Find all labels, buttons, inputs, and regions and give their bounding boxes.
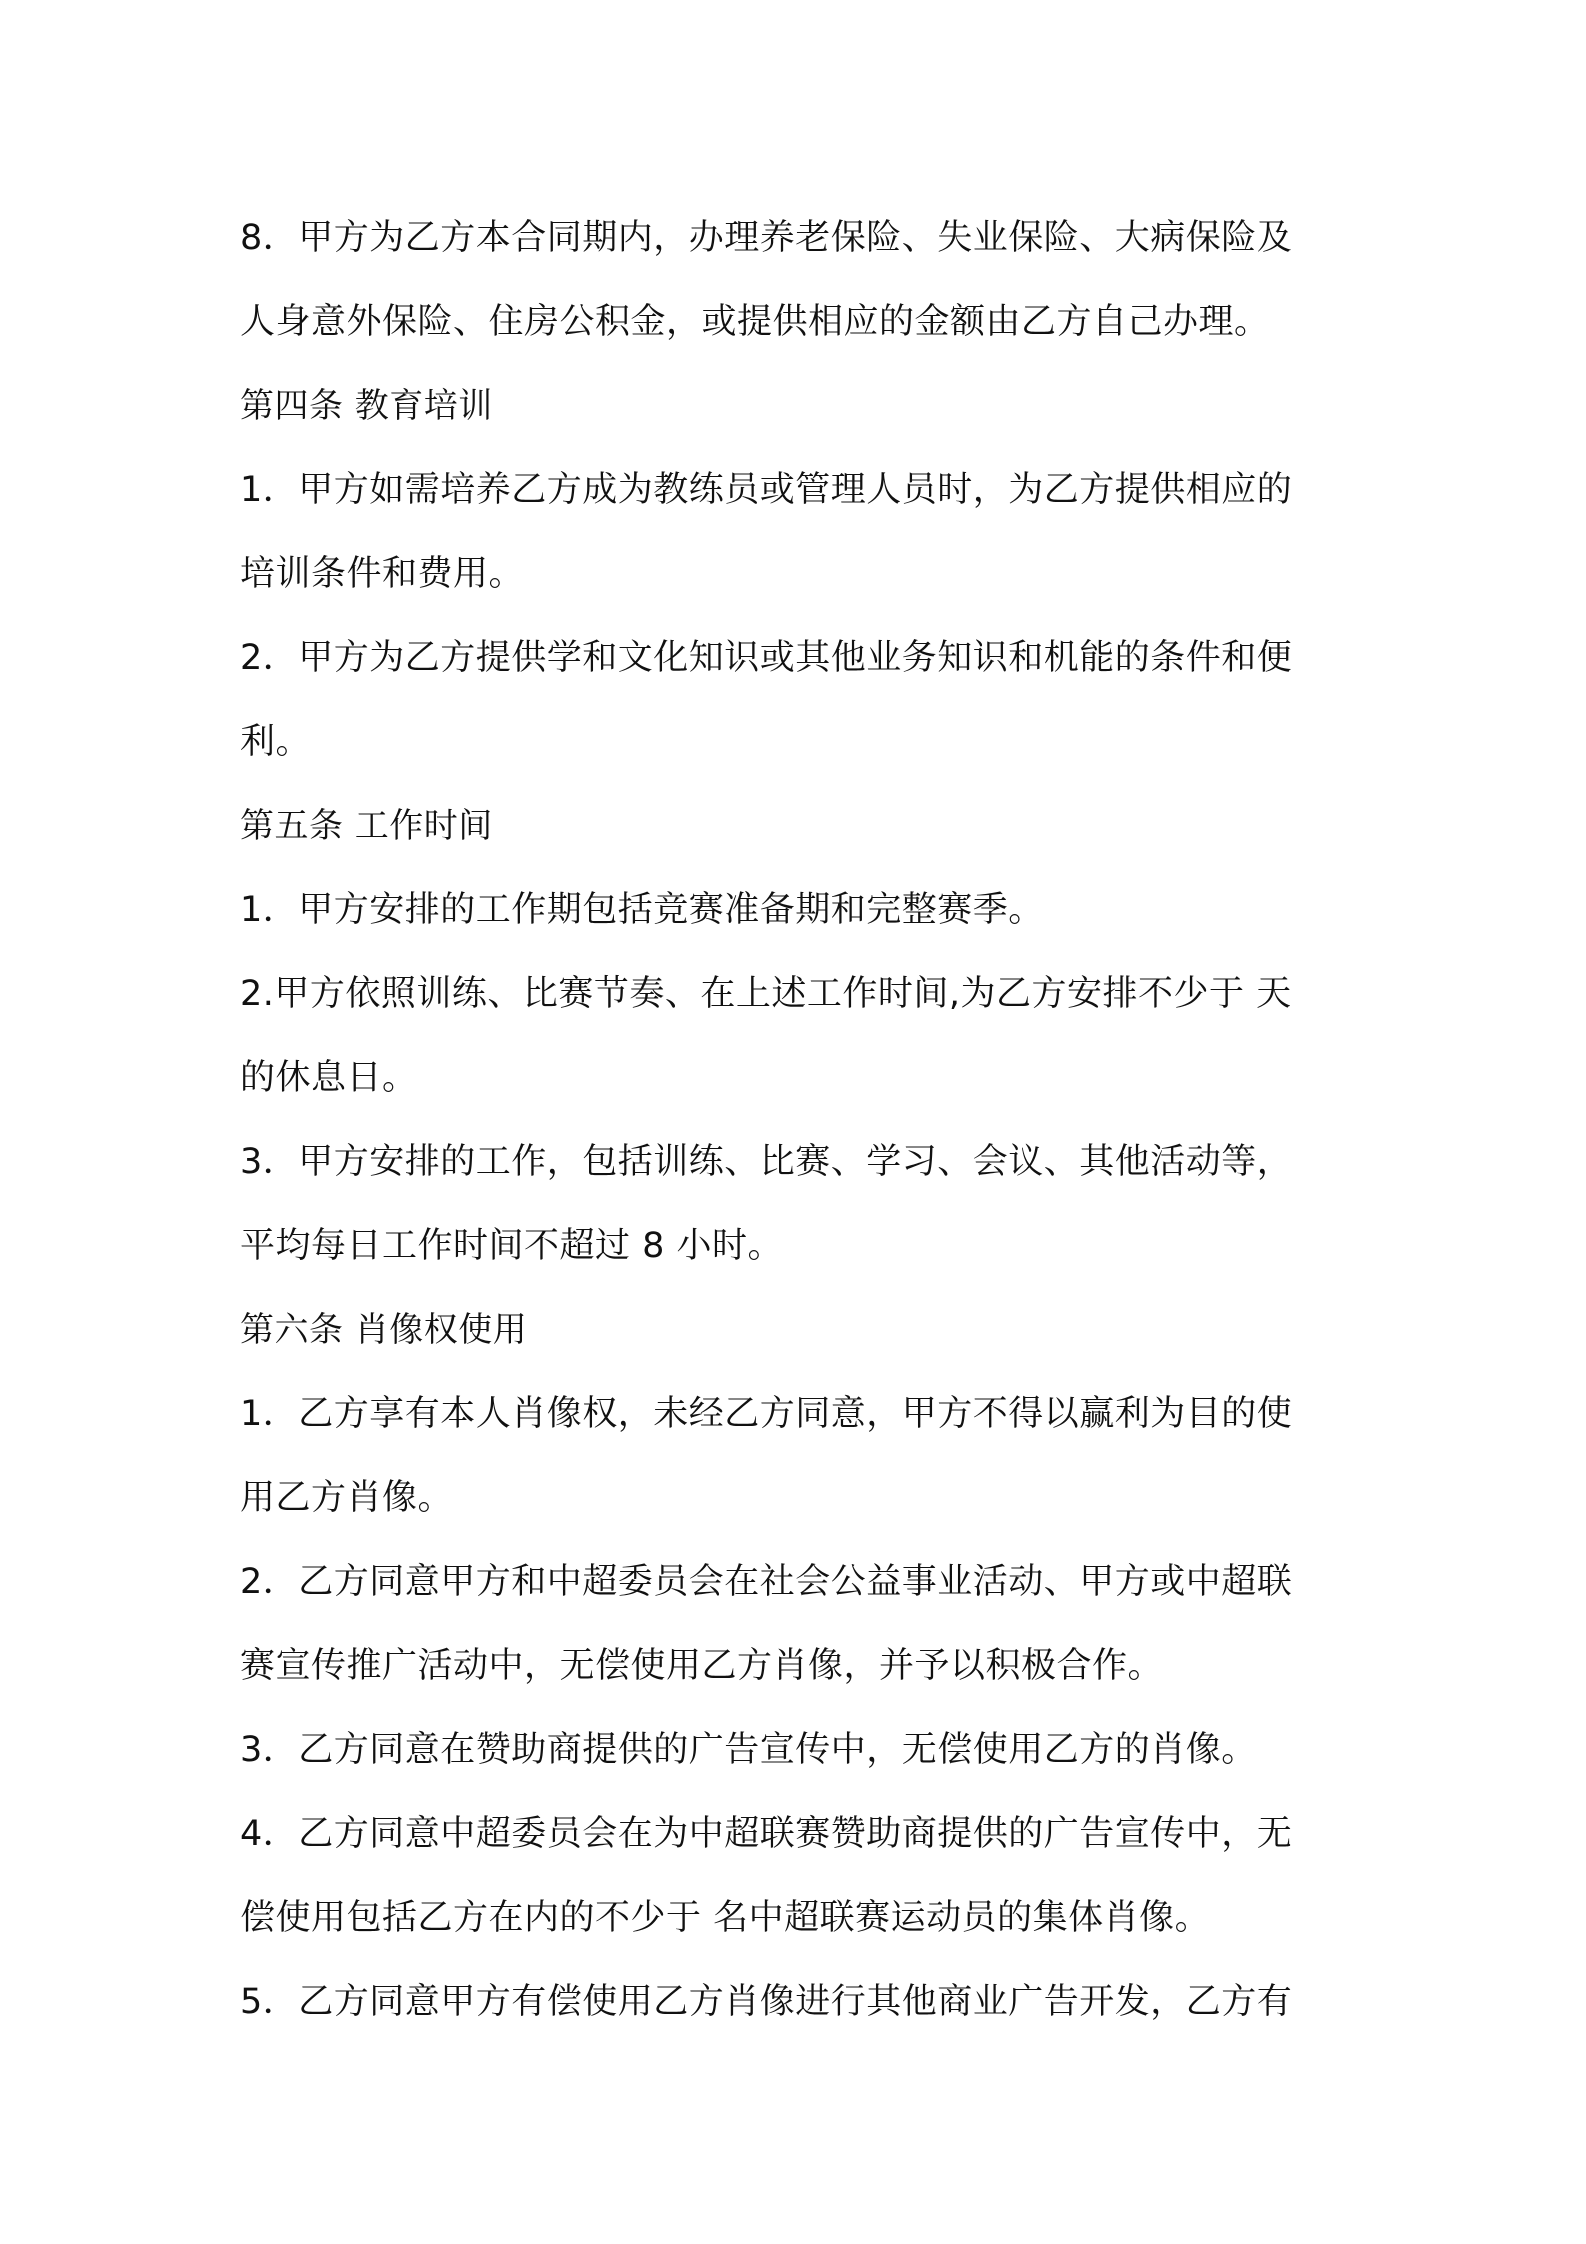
article-6-clause-1-line-2: 用乙方肖像。 (240, 1478, 454, 1518)
article-6-clause-2-line-2: 赛宣传推广活动中，无偿使用乙方肖像，并予以积极合作。 (240, 1646, 1164, 1686)
article-6-clause-4-line-2: 偿使用包括乙方在内的不少于 名中超联赛运动员的集体肖像。 (240, 1898, 1211, 1938)
article-6-clause-1-line-1: 1．乙方享有本人肖像权，未经乙方同意，甲方不得以赢利为目的使 (240, 1394, 1293, 1434)
article-4-clause-2-line-1: 2．甲方为乙方提供学和文化知识或其他业务知识和机能的条件和便 (240, 638, 1293, 678)
article-5-clause-2-line-2: 的休息日。 (240, 1058, 418, 1098)
article-4-clause-2-line-2: 利。 (240, 722, 312, 762)
clause-8-line-1: 8．甲方为乙方本合同期内，办理养老保险、失业保险、大病保险及 (240, 218, 1293, 258)
article-6-heading: 第六条 肖像权使用 (240, 1310, 528, 1350)
article-6-clause-4-line-1: 4．乙方同意中超委员会在为中超联赛赞助商提供的广告宣传中，无 (240, 1814, 1293, 1854)
article-5-clause-3-line-2: 平均每日工作时间不超过 8 小时。 (240, 1226, 784, 1266)
article-5-heading: 第五条 工作时间 (240, 806, 493, 846)
article-5-clause-1: 1．甲方安排的工作期包括竞赛准备期和完整赛季。 (240, 890, 1044, 930)
article-6-clause-2-line-1: 2．乙方同意甲方和中超委员会在社会公益事业活动、甲方或中超联 (240, 1562, 1293, 1602)
article-6-clause-3: 3．乙方同意在赞助商提供的广告宣传中，无偿使用乙方的肖像。 (240, 1730, 1257, 1770)
document-body (240, 196, 1360, 2044)
article-6-clause-5-line-1: 5．乙方同意甲方有偿使用乙方肖像进行其他商业广告开发，乙方有 (240, 1982, 1293, 2022)
clause-8-line-2: 人身意外保险、住房公积金，或提供相应的金额由乙方自己办理。 (240, 302, 1270, 342)
article-4-heading: 第四条 教育培训 (240, 386, 493, 426)
article-5-clause-2-line-1: 2.甲方依照训练、比赛节奏、在上述工作时间,为乙方安排不少于 天 (240, 974, 1292, 1014)
article-4-clause-1-line-1: 1．甲方如需培养乙方成为教练员或管理人员时，为乙方提供相应的 (240, 470, 1293, 510)
article-5-clause-3-line-1: 3．甲方安排的工作，包括训练、比赛、学习、会议、其他活动等， (240, 1142, 1293, 1182)
article-4-clause-1-line-2: 培训条件和费用。 (240, 554, 525, 594)
